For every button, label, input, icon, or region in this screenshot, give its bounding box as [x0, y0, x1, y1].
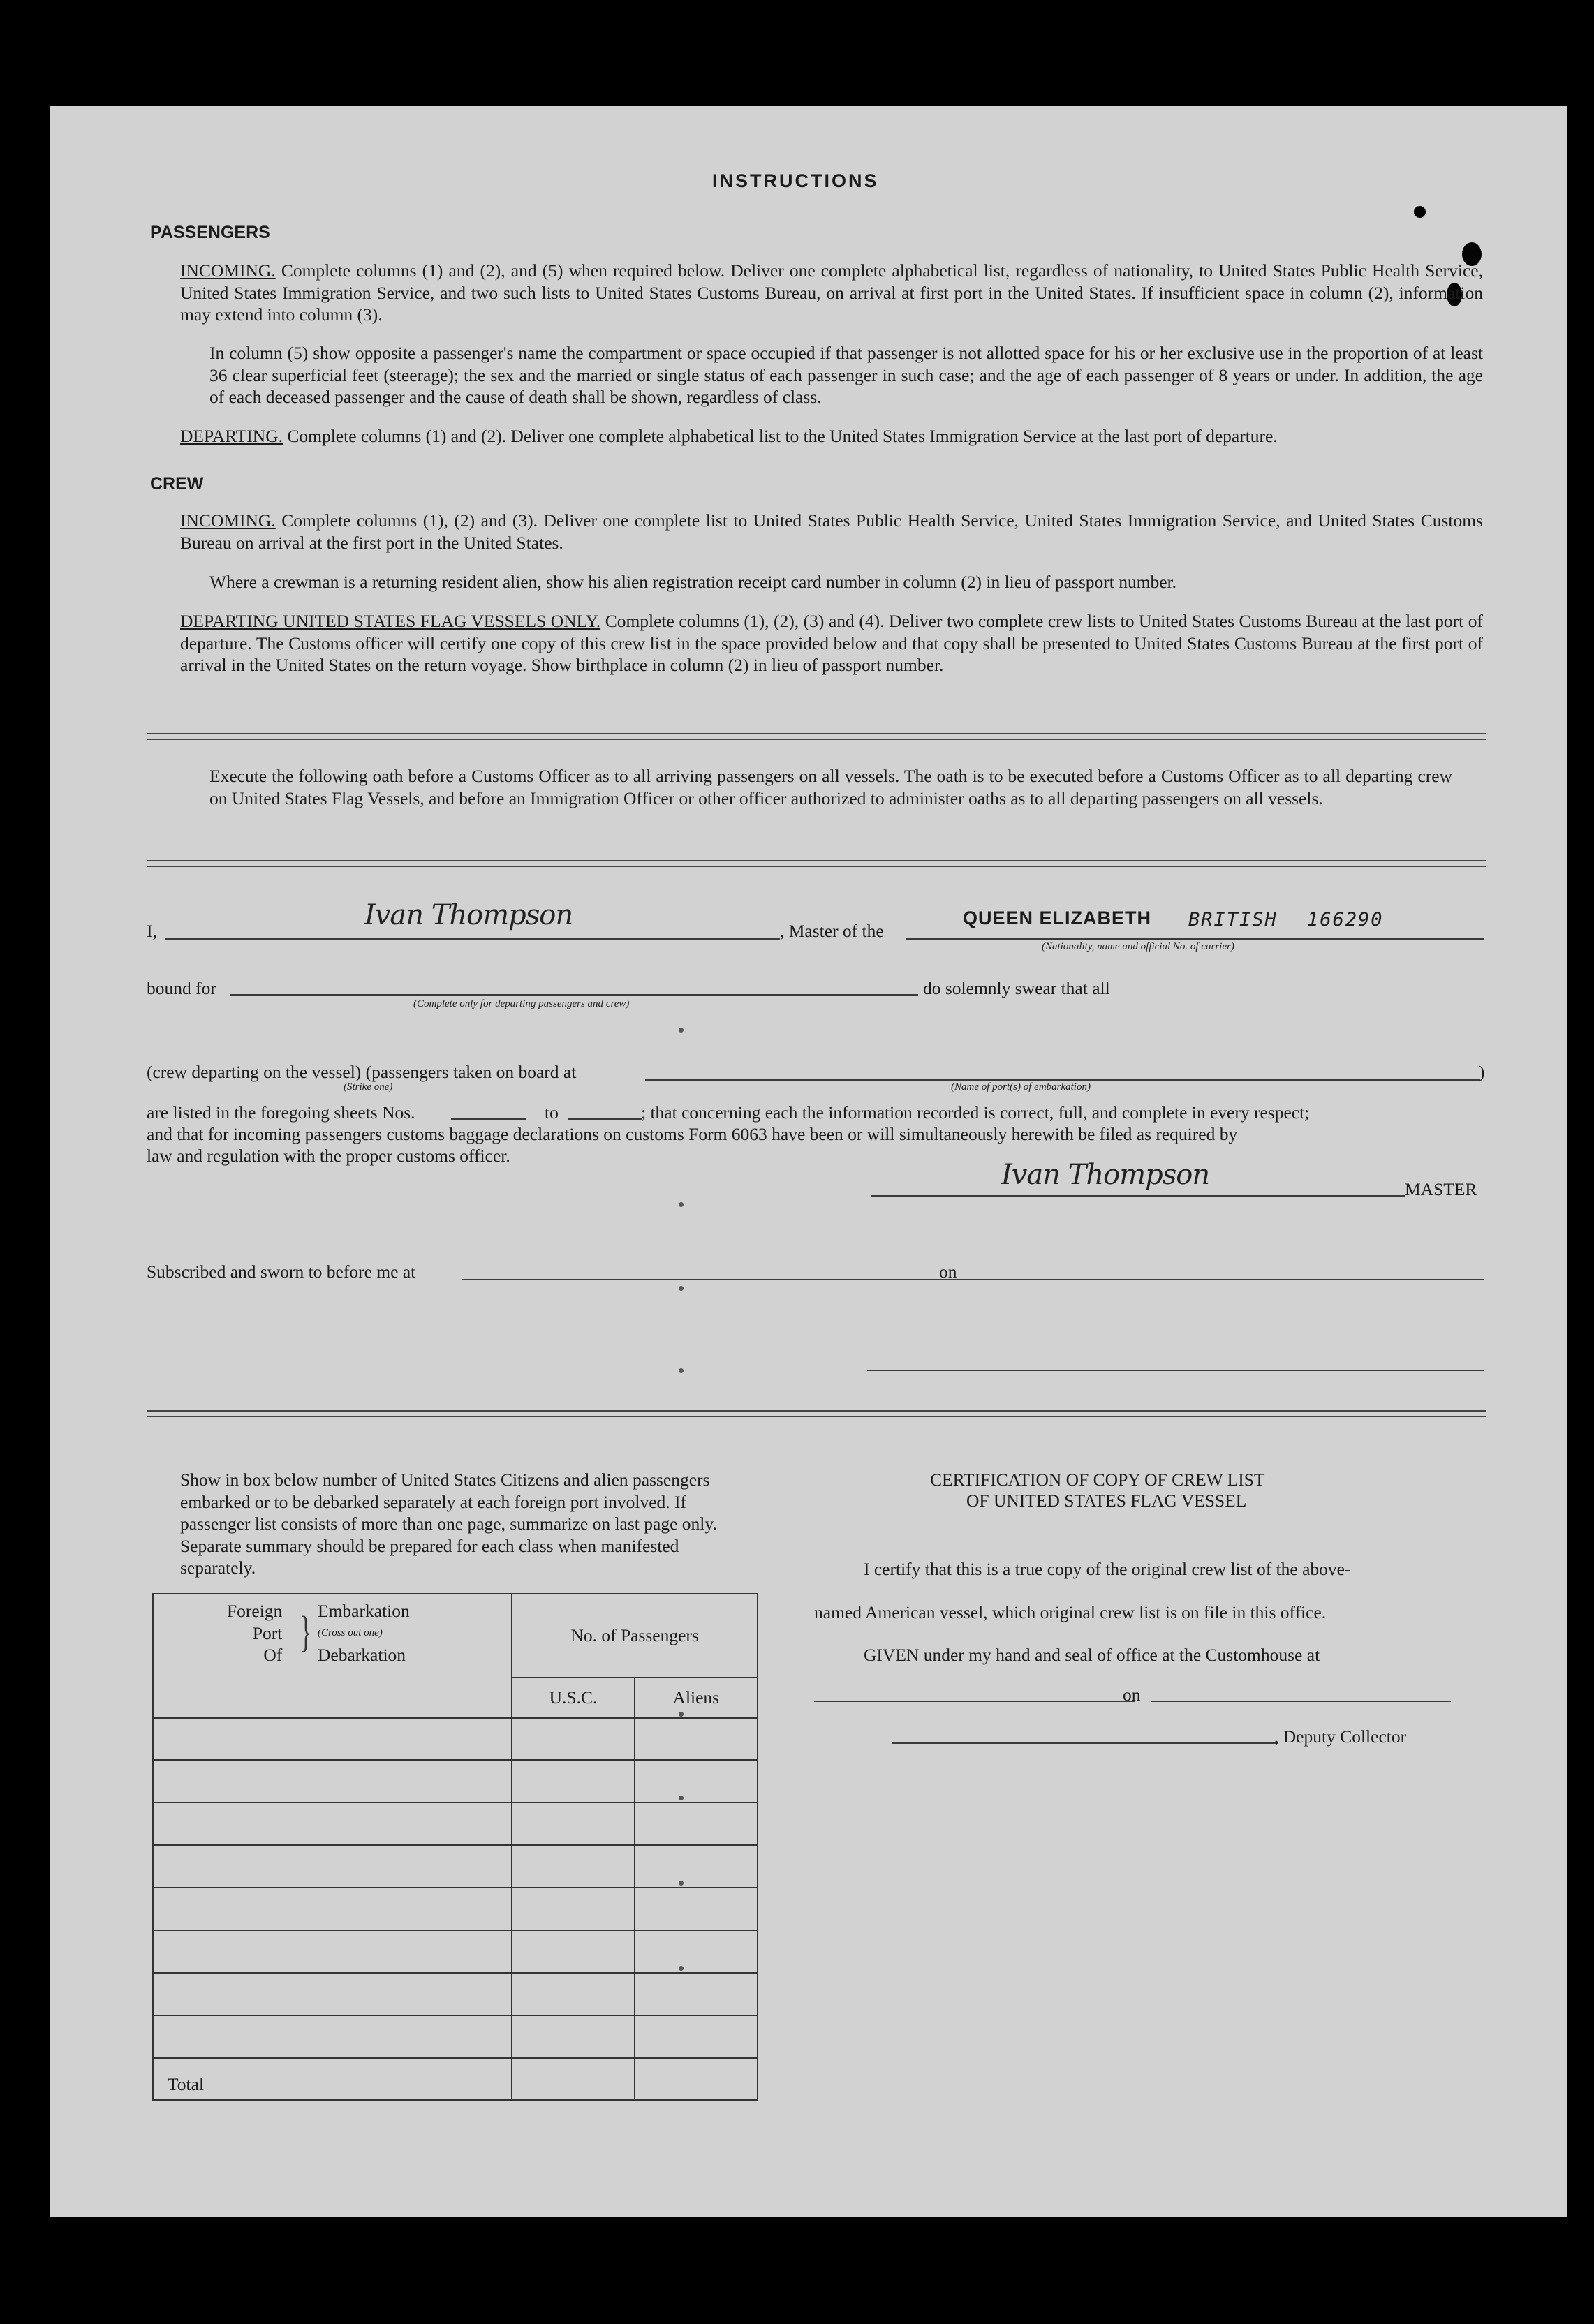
crew-departing — [180, 610, 1483, 676]
usc-cell — [512, 1973, 634, 2015]
aliens-total-cell — [635, 2058, 758, 2100]
subscribed-date-line — [972, 1279, 1484, 1280]
strike-one-caption: (Strike one) — [344, 1081, 393, 1093]
section-divider — [147, 1410, 1486, 1417]
oath-solemnly-swear: do solemnly swear that all — [923, 978, 1110, 998]
certification-on-word: on — [1123, 1685, 1141, 1705]
crew-departing-label: DEPARTING UNITED STATES FLAG VESSELS ONLY. — [180, 611, 601, 631]
ink-dot — [679, 1368, 684, 1373]
deputy-collector-line — [892, 1742, 1278, 1744]
aliens-cell — [635, 1845, 758, 1888]
debarkation-label: Debarkation — [318, 1645, 406, 1665]
oath-line2: and that for incoming passengers customs baggage declarations on customs Form 6063 have been or will simultaneously herewith be filed as required by — [147, 1124, 1238, 1144]
usc-header: U.S.C. — [512, 1678, 634, 1718]
no-passengers-header: No. of Passengers — [512, 1594, 758, 1678]
aliens-header: Aliens — [635, 1678, 758, 1718]
vessel-line — [906, 938, 1484, 940]
aliens-cell — [635, 1973, 758, 2015]
brace-icon: } — [300, 1608, 312, 1656]
vessel-name: QUEEN ELIZABETH — [963, 908, 1152, 928]
customhouse-line — [814, 1701, 1135, 1702]
master-signature-line — [871, 1195, 1405, 1197]
usc-cell — [512, 1888, 634, 1930]
total-label: Total — [168, 2074, 205, 2094]
subscribed-place-line — [462, 1279, 975, 1280]
summary-instructions: Show in box below number of United States Citizens and alien passengers embarked or to be debarked separately at each foreign port involved. If passenger list consists of more than one page, summarize on last page only. Separate summary should be prepared for each class when manifested separately. — [180, 1470, 717, 1578]
oath-line3: law and regulation with the proper customs officer. — [147, 1146, 510, 1166]
bound-for-line — [230, 994, 918, 996]
passengers-incoming-text: Complete columns (1) and (2), and (5) when required below. Deliver one complete alphabetical list, regardless of nationality, to United States Public Health Service, United States Immigration Service, and two such lists to United States Customs Bureau, on arrival at first port in the United States. If insufficient space in column (2), information may extend into column (3). — [180, 260, 1484, 325]
aliens-cell — [635, 1888, 758, 1930]
usc-cell — [512, 1718, 634, 1760]
vessel-nationality: BRITISH — [1188, 909, 1278, 931]
crew-incoming-label: INCOMING. — [180, 510, 276, 531]
crew-incoming — [180, 510, 1483, 554]
port-cell — [153, 2015, 512, 2058]
oath-crew-departing: (crew departing on the vessel) (passengers taken on board at — [147, 1062, 577, 1082]
port-cell — [153, 1888, 512, 1930]
total-cell — [153, 2058, 512, 2100]
certification-title-1: CERTIFICATION OF COPY OF CREW LIST — [930, 1470, 1265, 1490]
foreign-label: Foreign — [227, 1601, 283, 1621]
ports-caption: (Name of port(s) of embarkation) — [951, 1081, 1091, 1093]
master-name-line — [165, 938, 780, 940]
cross-out-caption: (Cross out one) — [318, 1627, 383, 1638]
passengers-departing-label: DEPARTING. — [180, 426, 283, 446]
ports-line — [645, 1079, 1480, 1081]
page-title: INSTRUCTIONS — [712, 170, 879, 191]
of-label: Of — [263, 1645, 283, 1665]
aliens-cell — [635, 1803, 758, 1845]
oath-to-word: to — [545, 1102, 559, 1123]
ink-dot — [679, 1881, 684, 1886]
certification-line-1: I certify that this is a true copy of the original crew list of the above- — [864, 1559, 1351, 1579]
vessel-number: 166290 — [1307, 909, 1384, 931]
usc-total-cell — [512, 2058, 634, 2100]
ink-dot — [679, 1796, 684, 1800]
passengers-column5: In column (5) show opposite a passenger's name the compartment or space occupied if that passenger is not allotted space for his or her exclusive use in the proportion of at least 36 clear superficial feet (steerage); the sex and the married or single status of each passenger in such case; and the age of each passenger of 8 years or under. In addition, the age of each deceased passenger and the cause of death shall be shown, regardless of class. — [209, 343, 1483, 407]
port-cell — [153, 1930, 512, 1973]
passengers-departing — [180, 425, 1483, 447]
ink-dot — [679, 1966, 684, 1971]
aliens-cell — [635, 1718, 758, 1760]
crew-departing-text: Complete columns (1), (2), (3) and (4). Deliver two complete crew lists to United States Customs Bureau at the last port of departure. The Customs officer will certify one copy of this crew list in the space provided below and that copy shall be presented to United States Customs Bureau at the first port of arrival in the United States on the return voyage. Show birthplace in column (2) in lieu of passport number. — [180, 611, 1483, 675]
oath-bound-for: bound for — [147, 978, 216, 998]
ink-dot — [679, 1712, 684, 1717]
certification-line-2: named American vessel, which original crew list is on file in this office. — [814, 1602, 1327, 1622]
oath-intro: Execute the following oath before a Customs Officer as to all arriving passengers on all vessels. The oath is to be executed before a Customs Officer as to all departing crew on United States Flag Vessels, and before an Immigration Officer or other officer authorized to administer oaths as to all departing passengers on all vessels. — [209, 766, 1452, 808]
crew-heading: CREW — [150, 474, 204, 494]
oath-on-word: on — [939, 1261, 957, 1282]
oath-subscribed: Subscribed and sworn to before me at — [147, 1261, 416, 1282]
crew-incoming-text: Complete columns (1), (2) and (3). Deliver one complete list to United States Public Health Service, United States Immigration Service, and United States Customs Bureau on arrival at the first port in the United States. — [180, 510, 1484, 553]
oath-listed-in: are listed in the foregoing sheets Nos. — [147, 1102, 415, 1123]
port-cell — [153, 1803, 512, 1845]
port-cell — [153, 1845, 512, 1888]
carrier-caption: (Nationality, name and official No. of carrier) — [1042, 941, 1234, 952]
aliens-cell — [635, 1760, 758, 1803]
usc-cell — [512, 1930, 634, 1973]
passengers-departing-text: Complete columns (1) and (2). Deliver one complete alphabetical list to the United States Immigration Service at the last port of departure. — [287, 426, 1278, 446]
section-divider — [147, 860, 1486, 867]
usc-cell — [512, 1760, 634, 1803]
port-header-cell — [153, 1594, 512, 1718]
embarkation-label: Embarkation — [318, 1601, 410, 1621]
passengers-heading: PASSENGERS — [150, 223, 270, 242]
certification-date-line — [1151, 1701, 1451, 1702]
port-label: Port — [252, 1622, 283, 1643]
port-cell — [153, 1973, 512, 2015]
oath-master-of-the: , Master of the — [780, 921, 884, 941]
certification-title-2: OF UNITED STATES FLAG VESSEL — [966, 1490, 1247, 1511]
officer-signature-line — [867, 1370, 1484, 1371]
passenger-summary-table — [152, 1593, 758, 2101]
document-page — [50, 106, 1567, 2217]
passengers-incoming — [180, 260, 1483, 326]
port-cell — [153, 1760, 512, 1803]
master-signature-2: Ivan Thompson — [1001, 1159, 1210, 1191]
ink-dot — [679, 1286, 684, 1291]
master-label: MASTER — [1405, 1179, 1477, 1199]
usc-cell — [512, 1845, 634, 1888]
port-cell — [153, 1718, 512, 1760]
usc-cell — [512, 1803, 634, 1845]
oath-listed-rest: ; that concerning each the information recorded is correct, full, and complete in every respect; — [641, 1102, 1310, 1123]
sheet-from-line — [451, 1118, 526, 1120]
oath-close-paren: ) — [1479, 1062, 1485, 1082]
bound-caption: (Complete only for departing passengers and crew) — [413, 998, 630, 1009]
ink-dot — [679, 1202, 684, 1207]
crew-resident: Where a crewman is a returning resident alien, show his alien registration receipt card number in column (2) in lieu of passport number. — [209, 572, 1177, 592]
sheet-to-line — [568, 1118, 642, 1120]
aliens-cell — [635, 1930, 758, 1973]
passengers-incoming-label: INCOMING. — [180, 260, 276, 281]
section-divider — [147, 733, 1486, 740]
aliens-cell — [635, 2015, 758, 2058]
ink-dot — [679, 1028, 684, 1033]
certification-line-3: GIVEN under my hand and seal of office at the Customhouse at — [864, 1645, 1320, 1665]
ink-blot — [1414, 206, 1426, 218]
master-signature-1: Ivan Thompson — [364, 899, 573, 931]
usc-cell — [512, 2015, 634, 2058]
certification-deputy: , Deputy Collector — [1274, 1726, 1407, 1747]
oath-i-label: I, — [147, 921, 157, 941]
